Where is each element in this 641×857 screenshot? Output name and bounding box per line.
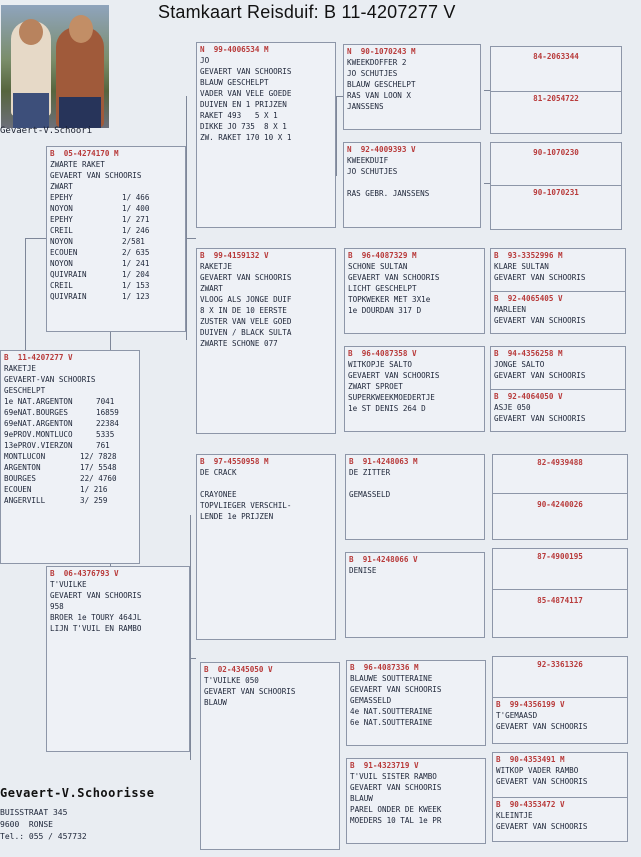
fff-line: RAS VAN LOON X: [347, 91, 412, 100]
g5-ring: 84-2063344: [533, 52, 579, 61]
g5-ring: 90-1070231: [533, 188, 579, 197]
fmf-line: GEVAERT VAN SCHOORIS: [348, 273, 440, 282]
subject-race-row: 69eNAT.BOURGES 16859: [4, 408, 119, 417]
ff-line: BLAUW GESCHELPT: [200, 78, 269, 87]
owner-photo: [1, 5, 109, 128]
mff-line: [349, 478, 481, 489]
mmm-line: BLAUW: [350, 794, 373, 803]
subject-name: RAKETJE: [4, 364, 37, 373]
father-race-row: CREIL 1/ 246: [50, 226, 150, 235]
mother-detail: 958: [50, 602, 64, 611]
mother-breeder: GEVAERT VAN SCHOORIS: [50, 591, 142, 600]
mmm-line: PAREL ONDER DE KWEEK: [350, 805, 442, 814]
mmf-line: GEMASSELD: [350, 696, 392, 705]
mmf-card: [346, 660, 486, 746]
g5-line: GEVAERT VAN SCHOORIS: [496, 822, 588, 831]
mm-line: GEVAERT VAN SCHOORIS: [204, 687, 296, 696]
mf-line: [200, 478, 332, 489]
page-title: Stamkaart Reisduif: B 11-4207277 V: [158, 2, 456, 22]
mm-card: [200, 662, 340, 850]
subject-race-row: 1e NAT.ARGENTON 7041: [4, 397, 115, 406]
subject-card: [0, 350, 140, 564]
fmf-line: LICHT GESCHELPT: [348, 284, 417, 293]
g5-mmm-card: [492, 752, 628, 842]
ff-line: DUIVEN EN 1 PRIJZEN: [200, 100, 287, 109]
fm-line: RAKETJE: [200, 262, 233, 271]
fmm-line: SUPERKWEEKMOEDERTJE: [348, 393, 435, 402]
fff-card: [343, 44, 481, 130]
ffm-line: KWEEKDUIF: [347, 156, 389, 165]
mmf-line: 6e NAT.SOUTTERAINE: [350, 718, 433, 727]
mm-ring: B 02-4345050 V: [204, 665, 273, 674]
ff-line: GEVAERT VAN SCHOORIS: [200, 67, 292, 76]
subject-race-row: MONTLUCON 12/ 7828: [4, 452, 117, 461]
g5-line: GEVAERT VAN SCHOORIS: [494, 414, 586, 423]
g5-fff-card: [490, 46, 622, 134]
g5-line: WITKOP VADER RAMBO: [496, 766, 579, 775]
father-name: ZWARTE RAKET: [50, 160, 105, 169]
mmm-ring: B 91-4323719 V: [350, 761, 419, 770]
breeder-street: BUISSTRAAT 345: [0, 808, 68, 817]
breeder-city: 9600 RONSE: [0, 820, 53, 829]
subject-race-row: ARGENTON 17/ 5548: [4, 463, 117, 472]
father-race-row: EPEHY 1/ 466: [50, 193, 150, 202]
mf-line: LENDE 1e PRIJZEN: [200, 512, 274, 521]
g5-ring: B 94-4356258 M: [494, 349, 563, 358]
g5-ring: B 99-4356199 V: [496, 700, 565, 709]
ffm-line: [347, 177, 477, 188]
subject-race-row: 69eNAT.ARGENTON 22384: [4, 419, 119, 428]
g5-fmm-card: [490, 346, 626, 432]
mother-name: T'VUILKE: [50, 580, 87, 589]
subject-race-row: BOURGES 22/ 4760: [4, 474, 117, 483]
mmf-line: 4e NAT.SOUTTERAINE: [350, 707, 433, 716]
fm-line: GEVAERT VAN SCHOORIS: [200, 273, 292, 282]
fm-ring: B 99-4159132 V: [200, 251, 269, 260]
g5-line: KLEINTJE: [496, 811, 533, 820]
father-race-row: CREIL 1/ 153: [50, 281, 150, 290]
g5-line: GEVAERT VAN SCHOORIS: [496, 777, 588, 786]
mff-line: GEMASSELD: [349, 490, 391, 499]
mmm-line: T'VUIL SISTER RAMBO: [350, 772, 437, 781]
mfm-ring: B 91-4248066 V: [349, 555, 418, 564]
g5-ring: B 90-4353491 M: [496, 755, 565, 764]
fm-line: VLOOG ALS JONGE DUIF: [200, 295, 292, 304]
g5-fmf-card: [490, 248, 626, 334]
father-race-row: NOYON 2/581: [50, 237, 145, 246]
fff-line: JO SCHUTJES: [347, 69, 398, 78]
g5-ring: B 92-4065405 V: [494, 294, 563, 303]
mfm-line: DENISE: [349, 566, 377, 575]
fm-line: DUIVEN / BLACK SULTA: [200, 328, 292, 337]
fm-line: ZWART: [200, 284, 223, 293]
g5-line: JONGE SALTO: [494, 360, 545, 369]
mother-detail: BROER 1e TOURY 464JL: [50, 613, 142, 622]
fm-card: [196, 248, 336, 434]
g5-mff-card: [492, 454, 628, 540]
mf-line: DE CRACK: [200, 468, 237, 477]
father-color: ZWART: [50, 182, 73, 191]
ff-line: DIKKE JO 735 8 X 1: [200, 122, 287, 131]
mf-card: [196, 454, 336, 640]
fmm-line: WITKOPJE SALTO: [348, 360, 413, 369]
g5-mfm-card: [492, 548, 628, 638]
father-race-row: EPEHY 1/ 271: [50, 215, 150, 224]
mmf-line: BLAUWE SOUTTERAINE: [350, 674, 433, 683]
subject-breeder: GEVAERT-VAN SCHOORIS: [4, 375, 96, 384]
fmf-line: 1e DOURDAN 317 D: [348, 306, 422, 315]
mff-ring: B 91-4248063 M: [349, 457, 418, 466]
mm-line: BLAUW: [204, 698, 227, 707]
mf-line: CRAYONEE: [200, 490, 237, 499]
father-card: [46, 146, 186, 332]
father-race-row: NOYON 1/ 241: [50, 259, 150, 268]
fmm-ring: B 96-4087358 V: [348, 349, 417, 358]
mmf-ring: B 96-4087336 M: [350, 663, 419, 672]
g5-line: ASJE 050: [494, 403, 531, 412]
photo-caption: Gevaert-V.Schoori: [0, 126, 93, 136]
ff-line: ZW. RAKET 170 10 X 1: [200, 133, 292, 142]
g5-line: T'GEMAASD: [496, 711, 538, 720]
mff-line: DE ZITTER: [349, 468, 391, 477]
g5-line: GEVAERT VAN SCHOORIS: [496, 722, 588, 731]
g5-ring: 85-4874117: [537, 596, 583, 605]
g5-line: GEVAERT VAN SCHOORIS: [494, 316, 586, 325]
ff-line: JO: [200, 56, 210, 65]
mf-ring: B 97-4550958 M: [200, 457, 269, 466]
mmm-line: GEVAERT VAN SCHOORIS: [350, 783, 442, 792]
fmm-card: [344, 346, 485, 432]
mff-card: [345, 454, 485, 540]
ffm-ring: N 92-4009393 V: [347, 145, 416, 154]
fm-line: ZWARTE SCHONE 077: [200, 339, 278, 348]
fmf-ring: B 96-4087329 M: [348, 251, 417, 260]
g5-ring: 87-4900195: [537, 552, 583, 561]
mfm-card: [345, 552, 485, 638]
mmm-card: [346, 758, 486, 844]
mf-line: TOPVLIEGER VERSCHIL-: [200, 501, 292, 510]
father-breeder: GEVAERT VAN SCHOORIS: [50, 171, 142, 180]
subject-race-row: 9ePROV.MONTLUCO 5335: [4, 430, 115, 439]
ffm-line: RAS GEBR. JANSSENS: [347, 189, 430, 198]
subject-race-row: 13ePROV.VIERZON 761: [4, 441, 110, 450]
mother-detail: LIJN T'VUIL EN RAMBO: [50, 624, 142, 633]
father-race-row: ECOUEN 2/ 635: [50, 248, 150, 257]
fff-line: BLAUW GESCHELPT: [347, 80, 416, 89]
g5-line: MARLEEN: [494, 305, 527, 314]
fff-line: JANSSENS: [347, 102, 384, 111]
ffm-line: JO SCHUTJES: [347, 167, 398, 176]
g5-line: GEVAERT VAN SCHOORIS: [494, 273, 586, 282]
g5-ring: 90-1070230: [533, 148, 579, 157]
breeder-phone: Tel.: 055 / 457732: [0, 832, 87, 841]
subject-ring: B 11-4207277 V: [4, 353, 73, 362]
breeder-name: Gevaert-V.Schoorisse: [0, 786, 155, 800]
g5-ring: 81-2054722: [533, 94, 579, 103]
ff-ring: N 99-4006534 M: [200, 45, 269, 54]
mother-ring: B 06-4376793 V: [50, 569, 119, 578]
ffm-card: [343, 142, 481, 228]
fmm-line: 1e ST DENIS 264 D: [348, 404, 426, 413]
ff-card: [196, 42, 336, 228]
fff-line: KWEEKDOFFER 2: [347, 58, 407, 67]
fm-line: 8 X IN DE 10 EERSTE: [200, 306, 287, 315]
father-ring: B 05-4274170 M: [50, 149, 119, 158]
fmm-line: ZWART SPROET: [348, 382, 403, 391]
mmm-line: MOEDERS 10 TAL 1e PR: [350, 816, 442, 825]
mmf-line: GEVAERT VAN SCHOORIS: [350, 685, 442, 694]
ff-line: RAKET 493 5 X 1: [200, 111, 278, 120]
fmm-line: GEVAERT VAN SCHOORIS: [348, 371, 440, 380]
father-race-row: QUIVRAIN 1/ 204: [50, 270, 150, 279]
g5-ring: B 93-3352996 M: [494, 251, 563, 260]
mm-line: T'VUILKE 050: [204, 676, 259, 685]
g5-line: GEVAERT VAN SCHOORIS: [494, 371, 586, 380]
g5-mmf-card: [492, 656, 628, 744]
fff-ring: N 90-1070243 M: [347, 47, 416, 56]
mother-card: [46, 566, 190, 752]
g5-line: KLARE SULTAN: [494, 262, 549, 271]
g5-ffm-card: [490, 142, 622, 230]
fmf-card: [344, 248, 485, 334]
g5-ring: B 90-4353472 V: [496, 800, 565, 809]
g5-ring: 90-4240026: [537, 500, 583, 509]
father-race-row: NOYON 1/ 400: [50, 204, 150, 213]
subject-race-row: ANGERVILL 3/ 259: [4, 496, 108, 505]
fm-line: ZUSTER VAN VELE GOED: [200, 317, 292, 326]
g5-ring: 92-3361326: [537, 660, 583, 669]
subject-color: GESCHELPT: [4, 386, 46, 395]
subject-race-row: ECOUEN 1/ 216: [4, 485, 108, 494]
father-race-row: QUIVRAIN 1/ 123: [50, 292, 150, 301]
ff-line: VADER VAN VELE GOEDE: [200, 89, 292, 98]
fmf-line: TOPKWEKER MET 3X1e: [348, 295, 431, 304]
g5-ring: 82-4939488: [537, 458, 583, 467]
fmf-line: SCHONE SULTAN: [348, 262, 408, 271]
g5-ring: B 92-4064050 V: [494, 392, 563, 401]
